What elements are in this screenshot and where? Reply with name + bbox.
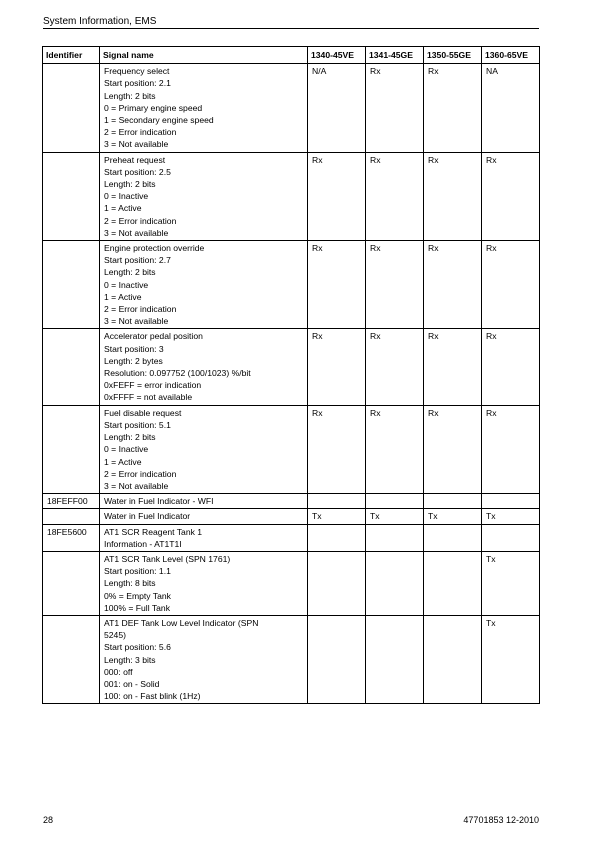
- signal-line: 0% = Empty Tank: [104, 590, 171, 601]
- value-cell: Rx: [482, 329, 540, 405]
- signal-line: Start position: 2.5: [104, 166, 171, 177]
- signal-line: Length: 8 bits: [104, 578, 156, 589]
- identifier-cell: [43, 551, 100, 615]
- value-cell: [424, 551, 482, 615]
- signal-line: Length: 2 bits: [104, 267, 156, 278]
- signal-line: Resolution: 0.097752 (100/1023) %/bit: [104, 368, 251, 379]
- table-row: [43, 241, 540, 329]
- signal-line: 1 = Secondary engine speed: [104, 115, 214, 126]
- signal-name-cell: [100, 494, 308, 509]
- value-cell: Tx: [366, 509, 424, 524]
- signal-line: 0 = Primary engine speed: [104, 102, 203, 113]
- value-cell: NA: [482, 64, 540, 152]
- value-cell: Tx: [482, 551, 540, 615]
- table-row: [43, 329, 540, 405]
- value-cell: Rx: [482, 152, 540, 240]
- signal-line: Water in Fuel Indicator - WFI: [104, 496, 214, 507]
- table-row: [43, 64, 540, 152]
- signal-name-cell: [100, 615, 308, 703]
- signal-line: Start position: 1.1: [104, 566, 171, 577]
- value-cell: Rx: [308, 405, 366, 493]
- signal-line: Length: 2 bits: [104, 179, 156, 190]
- column-header-1340-45ve: 1340-45VE: [308, 47, 366, 64]
- signal-line: 3 = Not available: [104, 480, 169, 491]
- value-cell: Rx: [366, 405, 424, 493]
- signal-line: 3 = Not available: [104, 139, 169, 150]
- value-cell: [482, 524, 540, 551]
- table-row: [43, 494, 540, 509]
- signal-line: Engine protection override: [104, 243, 205, 254]
- value-cell: Rx: [424, 64, 482, 152]
- value-cell: Rx: [366, 152, 424, 240]
- signal-line: Preheat request: [104, 154, 166, 165]
- table-row: [43, 524, 540, 551]
- table-row: [43, 152, 540, 240]
- table-body: [43, 64, 540, 704]
- signal-line: 1 = Active: [104, 291, 142, 302]
- value-cell: Tx: [424, 509, 482, 524]
- signal-line: AT1 SCR Reagent Tank 1: [104, 526, 203, 537]
- signal-line: 001: on - Solid: [104, 678, 160, 689]
- value-cell: Rx: [424, 405, 482, 493]
- signal-line: Length: 2 bits: [104, 90, 156, 101]
- page-number: 28: [43, 815, 54, 825]
- signal-name-cell: [100, 509, 308, 524]
- value-cell: Rx: [424, 329, 482, 405]
- signal-line: Start position: 2.7: [104, 255, 171, 266]
- identifier-cell: 18FE5600: [43, 524, 100, 551]
- value-cell: Tx: [482, 615, 540, 703]
- signal-line: Start position: 2.1: [104, 78, 171, 89]
- signal-line: 000: off: [104, 666, 133, 677]
- column-header-identifier: Identifier: [43, 47, 100, 64]
- signal-line: Start position: 5.6: [104, 642, 171, 653]
- table-row: [43, 405, 540, 493]
- signal-line: 0xFFFF = not available: [104, 392, 193, 403]
- identifier-cell: 18FEFF00: [43, 494, 100, 509]
- identifier-cell: [43, 329, 100, 405]
- value-cell: Rx: [366, 329, 424, 405]
- identifier-cell: [43, 615, 100, 703]
- signal-line: Information - AT1T1I: [104, 538, 182, 549]
- signal-line: Length: 3 bits: [104, 654, 156, 665]
- signal-line: 1 = Active: [104, 456, 142, 467]
- value-cell: Rx: [482, 405, 540, 493]
- signal-line: Water in Fuel Indicator: [104, 511, 191, 522]
- signal-line: Fuel disable request: [104, 407, 182, 418]
- value-cell: Rx: [366, 64, 424, 152]
- signal-line: 3 = Not available: [104, 316, 169, 327]
- signal-line: 2 = Error indication: [104, 304, 177, 315]
- signal-line: Length: 2 bytes: [104, 355, 163, 366]
- value-cell: Rx: [308, 152, 366, 240]
- value-cell: [366, 551, 424, 615]
- column-header-1350-55ge: 1350-55GE: [424, 47, 482, 64]
- value-cell: [366, 615, 424, 703]
- signal-line: 5245): [104, 630, 126, 641]
- identifier-cell: [43, 509, 100, 524]
- signal-line: 1 = Active: [104, 203, 142, 214]
- identifier-cell: [43, 64, 100, 152]
- value-cell: [366, 524, 424, 551]
- value-cell: [308, 551, 366, 615]
- value-cell: [308, 524, 366, 551]
- signal-line: 0xFEFF = error indication: [104, 380, 202, 391]
- signal-line: 100: on - Fast blink (1Hz): [104, 691, 201, 702]
- signal-line: 3 = Not available: [104, 227, 169, 238]
- signal-line: 2 = Error indication: [104, 468, 177, 479]
- table-row: [43, 615, 540, 703]
- column-header-signal-name: Signal name: [100, 47, 308, 64]
- value-cell: Rx: [308, 241, 366, 329]
- signal-name-cell: [100, 524, 308, 551]
- signal-table: [42, 46, 540, 704]
- value-cell: Tx: [482, 509, 540, 524]
- value-cell: Rx: [424, 241, 482, 329]
- value-cell: [482, 494, 540, 509]
- value-cell: Rx: [424, 152, 482, 240]
- identifier-cell: [43, 241, 100, 329]
- value-cell: Rx: [366, 241, 424, 329]
- signal-line: 0 = Inactive: [104, 191, 149, 202]
- value-cell: [366, 494, 424, 509]
- identifier-cell: [43, 405, 100, 493]
- column-header-1360-65ve: 1360-65VE: [482, 47, 540, 64]
- table-row: [43, 551, 540, 615]
- signal-line: Start position: 5.1: [104, 419, 171, 430]
- signal-name-cell: [100, 405, 308, 493]
- signal-name-cell: [100, 551, 308, 615]
- value-cell: [424, 494, 482, 509]
- value-cell: [308, 615, 366, 703]
- signal-line: AT1 DEF Tank Low Level Indicator (SPN: [104, 617, 259, 628]
- page-header-title: System Information, EMS: [43, 16, 157, 27]
- signal-line: 2 = Error indication: [104, 215, 177, 226]
- signal-line: Start position: 3: [104, 343, 164, 354]
- header-rule: [43, 28, 539, 29]
- signal-line: 0 = Inactive: [104, 279, 149, 290]
- identifier-cell: [43, 152, 100, 240]
- signal-line: AT1 SCR Tank Level (SPN 1761): [104, 553, 231, 564]
- signal-line: Frequency select: [104, 66, 170, 77]
- signal-name-cell: [100, 152, 308, 240]
- signal-line: 100% = Full Tank: [104, 602, 171, 613]
- signal-line: 2 = Error indication: [104, 127, 177, 138]
- table-row: [43, 509, 540, 524]
- value-cell: N/A: [308, 64, 366, 152]
- value-cell: Rx: [308, 329, 366, 405]
- signal-name-cell: [100, 241, 308, 329]
- value-cell: [424, 615, 482, 703]
- signal-line: 0 = Inactive: [104, 444, 149, 455]
- value-cell: Rx: [482, 241, 540, 329]
- document-number: 47701853 12-2010: [463, 815, 539, 825]
- table-header-row: [43, 47, 540, 64]
- signal-name-cell: [100, 329, 308, 405]
- value-cell: [424, 524, 482, 551]
- column-header-1341-45ge: 1341-45GE: [366, 47, 424, 64]
- signal-line: Accelerator pedal position: [104, 331, 203, 342]
- signal-name-cell: [100, 64, 308, 152]
- value-cell: [308, 494, 366, 509]
- signal-line: Length: 2 bits: [104, 432, 156, 443]
- value-cell: Tx: [308, 509, 366, 524]
